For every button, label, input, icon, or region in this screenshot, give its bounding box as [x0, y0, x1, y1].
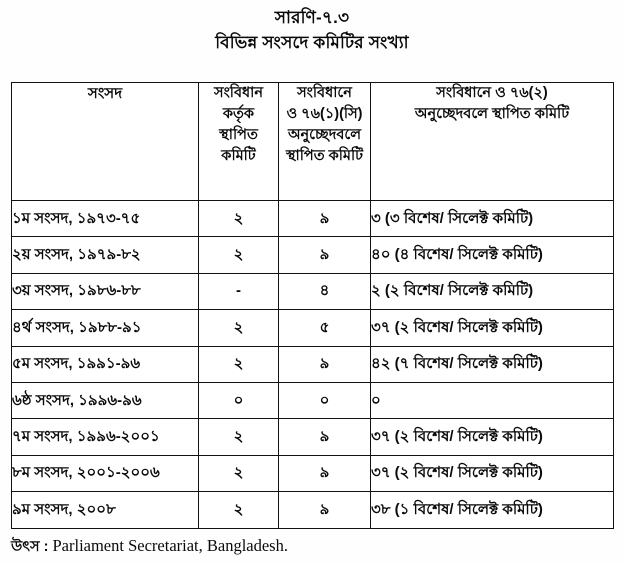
- title-block: [0, 6, 624, 55]
- cell-constitution: -: [199, 273, 279, 309]
- table-row: [12, 382, 614, 418]
- cell-parliament: ১ম সংসদ, ১৯৭৩-৭৫: [12, 201, 199, 237]
- table-number-title: সারণি-৭.৩: [274, 8, 350, 27]
- cell-parliament: ৯ম সংসদ, ২০০৮: [12, 492, 199, 528]
- cell-constitution: ২: [199, 492, 279, 528]
- cell-parliament: ২য় সংসদ, ১৯৭৯-৮২: [12, 237, 199, 273]
- source-note: [11, 536, 288, 557]
- cell-parliament: ৫ম সংসদ, ১৯৯১-৯৬: [12, 346, 199, 382]
- header-line: কমিটি: [221, 148, 256, 164]
- cell-parliament: ৪র্থ সংসদ, ১৯৮৮-৯১: [12, 310, 199, 346]
- cell-article-76-1-c: ৯: [279, 346, 371, 382]
- table-row: [12, 492, 614, 528]
- header-line: সংবিধান: [213, 85, 264, 101]
- cell-article-76-2: ৩৭ (২ বিশেষ/ সিলেক্ট কমিটি): [371, 419, 614, 455]
- header-line: কর্তৃক: [222, 106, 255, 122]
- cell-constitution: ২: [199, 201, 279, 237]
- table-header: [12, 83, 614, 201]
- cell-constitution: ২: [199, 237, 279, 273]
- column-header-constitution-committees: [199, 83, 279, 201]
- header-line: স্থাপিত: [219, 127, 258, 143]
- cell-parliament: ৩য় সংসদ, ১৯৮৬-৮৮: [12, 273, 199, 309]
- cell-constitution: ০: [199, 382, 279, 418]
- header-line: স্থাপিত কমিটি: [285, 148, 364, 164]
- table-body: [12, 201, 614, 529]
- cell-article-76-1-c: ৯: [279, 492, 371, 528]
- table-row: [12, 455, 614, 491]
- column-header-parliament: [12, 83, 199, 201]
- table-row: [12, 419, 614, 455]
- cell-constitution: ২: [199, 346, 279, 382]
- table-row: [12, 201, 614, 237]
- cell-article-76-1-c: ৯: [279, 201, 371, 237]
- header-line: অনুচ্ছেদবলে স্থাপিত কমিটি: [414, 106, 570, 122]
- cell-article-76-2: ০: [371, 382, 614, 418]
- column-header-article-76-2-committees: [371, 83, 614, 201]
- header-line: সংবিধানে ও ৭৬(২): [436, 85, 548, 101]
- cell-article-76-1-c: ৯: [279, 455, 371, 491]
- cell-constitution: ২: [199, 455, 279, 491]
- cell-article-76-1-c: ৫: [279, 310, 371, 346]
- source-value: Parliament Secretariat, Bangladesh.: [52, 536, 288, 555]
- header-line: সংসদ: [87, 85, 123, 102]
- cell-article-76-1-c: ৪: [279, 273, 371, 309]
- table-row: [12, 310, 614, 346]
- cell-parliament: ৬ষ্ঠ সংসদ, ১৯৯৬-৯৬: [12, 382, 199, 418]
- table-row: [12, 346, 614, 382]
- cell-article-76-1-c: ৯: [279, 419, 371, 455]
- column-header-article-76-1-c-committees: [279, 83, 371, 201]
- cell-article-76-2: ৩৭ (২ বিশেষ/ সিলেক্ট কমিটি): [371, 310, 614, 346]
- header-line: সংবিধানে: [297, 85, 352, 101]
- cell-constitution: ২: [199, 419, 279, 455]
- cell-article-76-2: ৪২ (৭ বিশেষ/ সিলেক্ট কমিটি): [371, 346, 614, 382]
- cell-article-76-2: ৩৮ (১ বিশেষ/ সিলেক্ট কমিটি): [371, 492, 614, 528]
- cell-article-76-2: ৩ (৩ বিশেষ/ সিলেক্ট কমিটি): [371, 201, 614, 237]
- cell-constitution: ২: [199, 310, 279, 346]
- cell-article-76-1-c: ০: [279, 382, 371, 418]
- committee-counts-table: [11, 82, 614, 529]
- source-label: উৎস :: [11, 539, 49, 555]
- committee-table-container: [11, 82, 613, 529]
- header-line: অনুচ্ছেদবলে: [287, 127, 362, 143]
- table-row: [12, 273, 614, 309]
- table-row: [12, 237, 614, 273]
- table-caption: বিভিন্ন সংসদে কমিটির সংখ্যা: [215, 33, 409, 52]
- cell-article-76-1-c: ৯: [279, 237, 371, 273]
- cell-article-76-2: ২ (২ বিশেষ/ সিলেক্ট কমিটি): [371, 273, 614, 309]
- cell-parliament: ৭ম সংসদ, ১৯৯৬-২০০১: [12, 419, 199, 455]
- header-line: ও ৭৬(১)(সি): [286, 106, 363, 122]
- cell-article-76-2: ৩৭ (২ বিশেষ/ সিলেক্ট কমিটি): [371, 455, 614, 491]
- cell-parliament: ৮ম সংসদ, ২০০১-২০০৬: [12, 455, 199, 491]
- cell-article-76-2: ৪০ (৪ বিশেষ/ সিলেক্ট কমিটি): [371, 237, 614, 273]
- header-row: [12, 83, 614, 201]
